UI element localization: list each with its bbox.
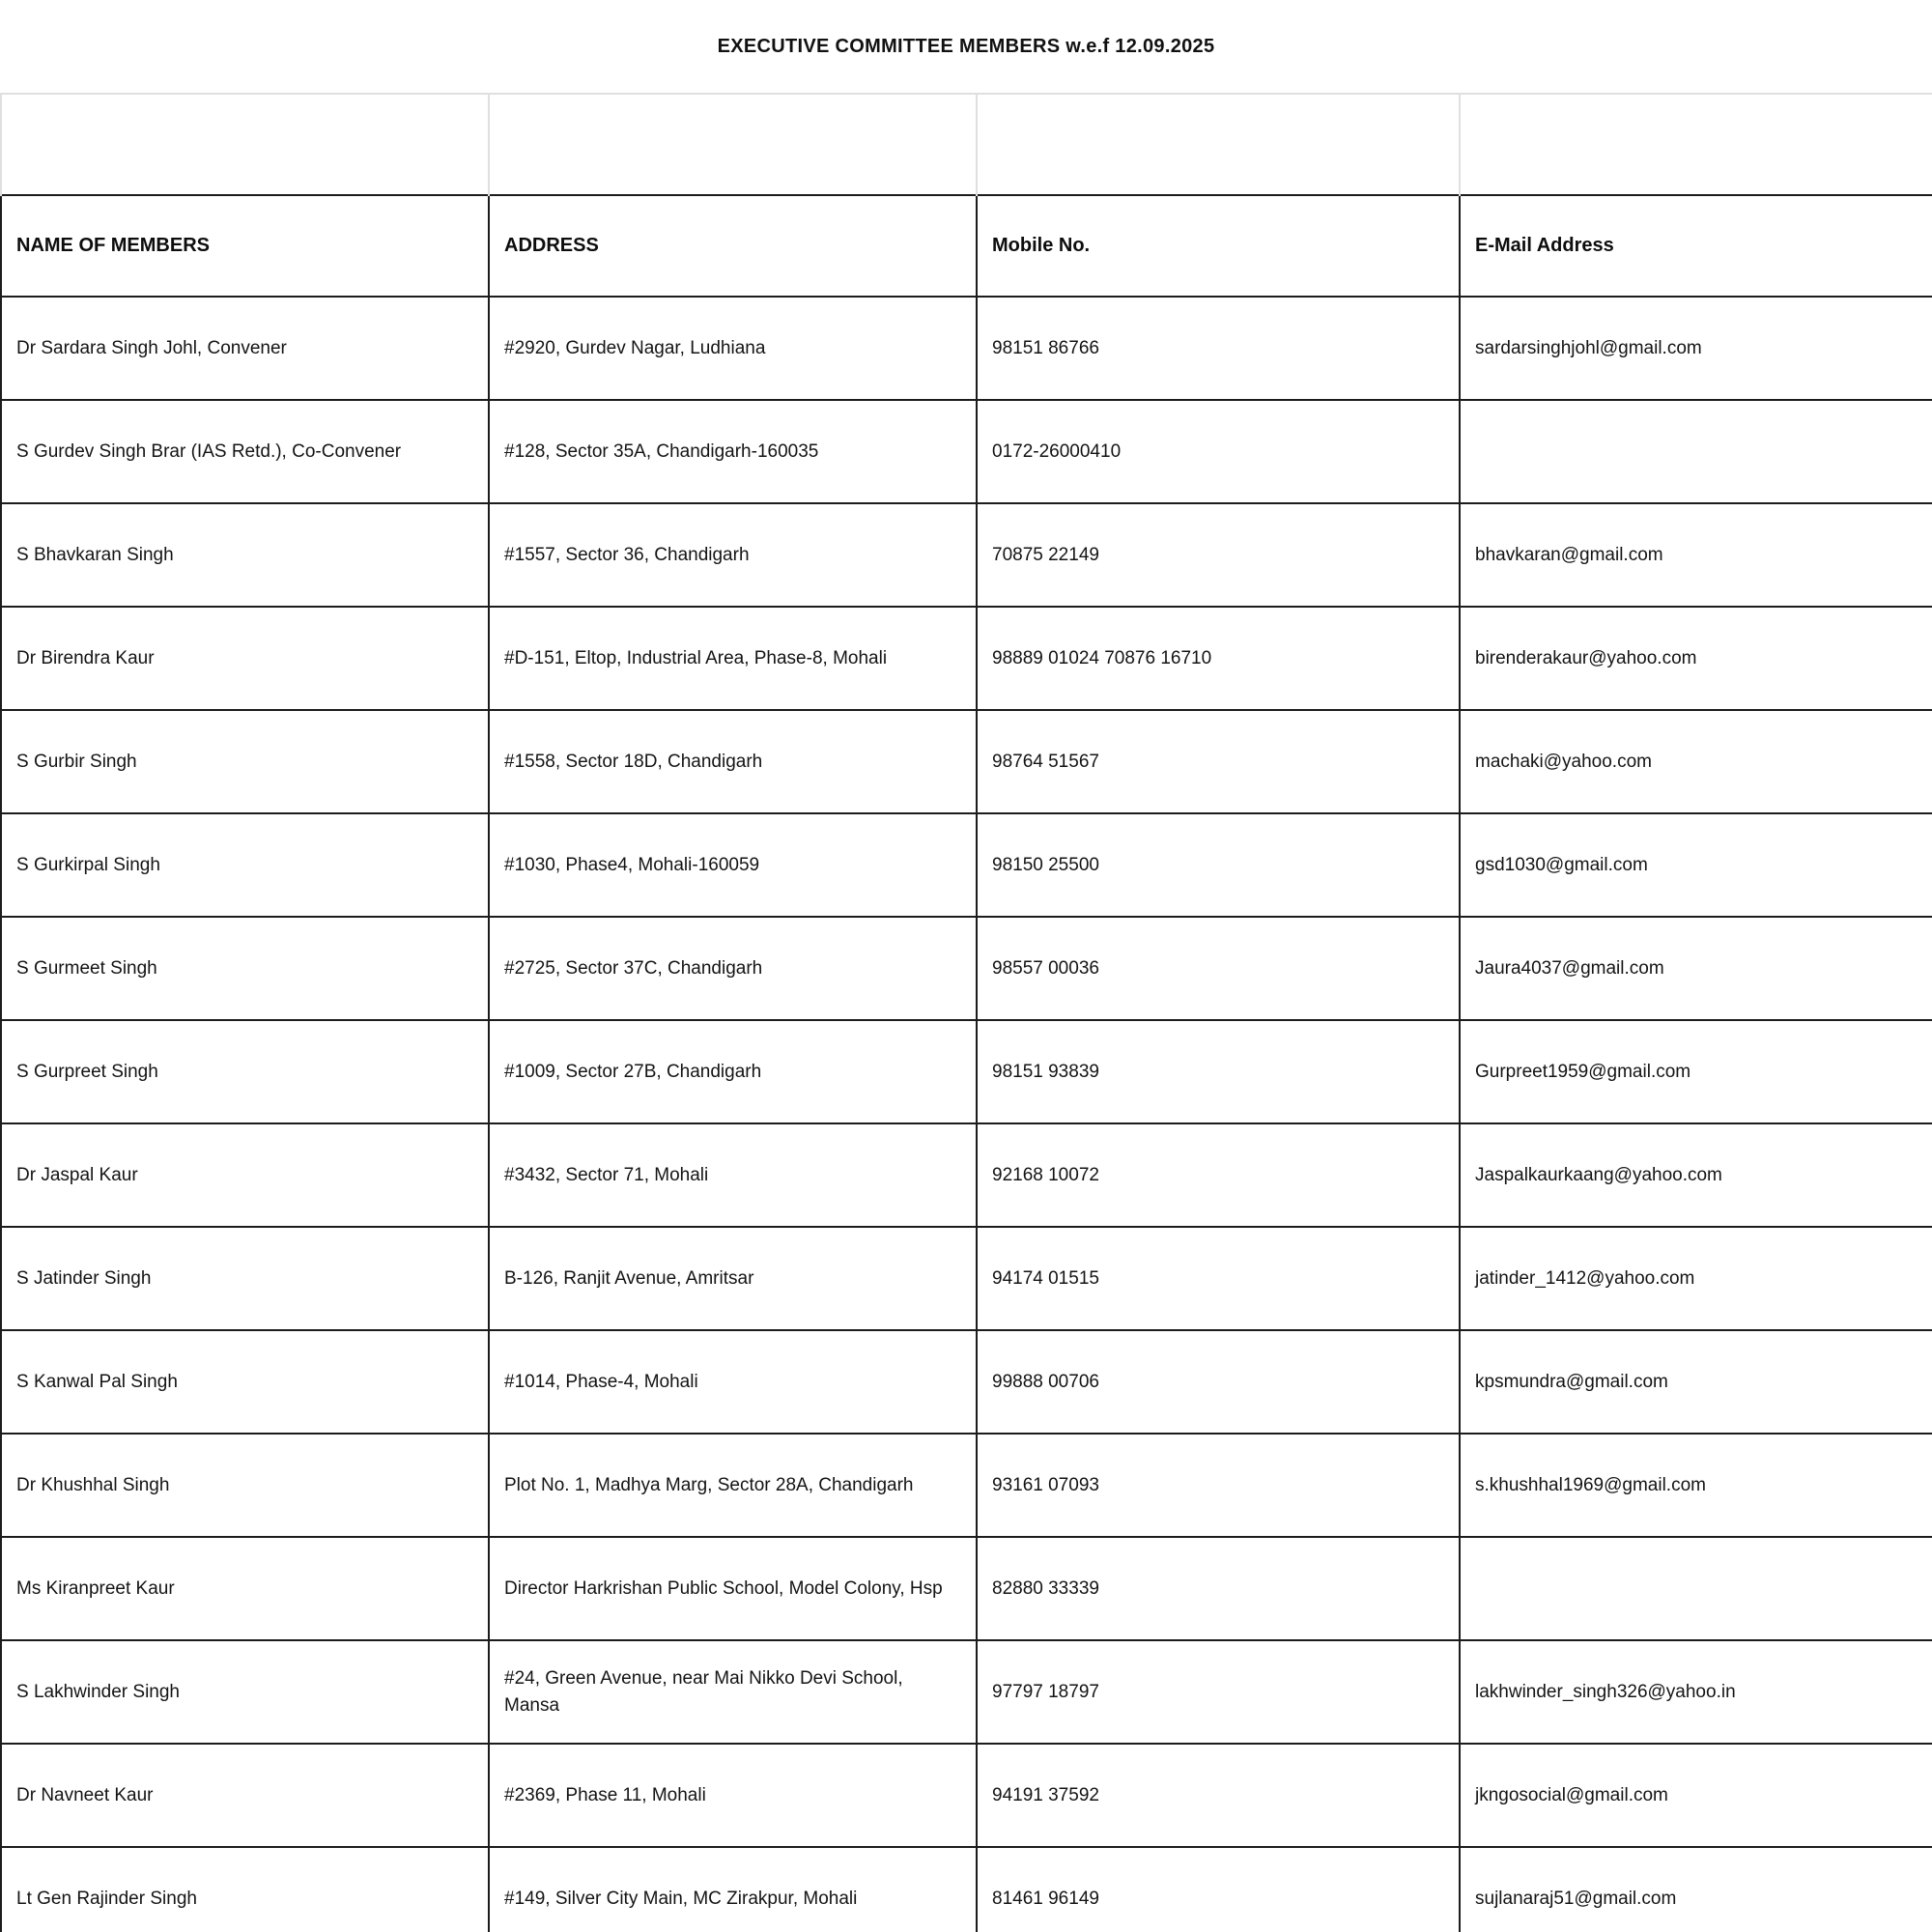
table-row: [1, 1123, 1932, 1227]
table-row: [1, 813, 1932, 917]
member-name-cell: S Gurdev Singh Brar (IAS Retd.), Co-Convener: [1, 400, 489, 503]
member-mobile-cell: 99888 00706: [977, 1330, 1460, 1434]
table-row: [1, 1434, 1932, 1537]
member-address-cell: B-126, Ranjit Avenue, Amritsar: [489, 1227, 977, 1330]
member-mobile-cell: 94191 37592: [977, 1744, 1460, 1847]
table-row: [1, 1640, 1932, 1744]
column-header-mobile: Mobile No.: [977, 195, 1460, 297]
table-row: [1, 1847, 1932, 1932]
member-mobile-cell: 98150 25500: [977, 813, 1460, 917]
member-address-cell: #2725, Sector 37C, Chandigarh: [489, 917, 977, 1020]
member-email-cell: s.khushhal1969@gmail.com: [1460, 1434, 1932, 1537]
member-address-cell: #128, Sector 35A, Chandigarh-160035: [489, 400, 977, 503]
table-header-row: [1, 195, 1932, 297]
member-mobile-cell: 93161 07093: [977, 1434, 1460, 1537]
table-row: [1, 400, 1932, 503]
member-mobile-cell: 98151 86766: [977, 297, 1460, 400]
member-email-cell: Gurpreet1959@gmail.com: [1460, 1020, 1932, 1123]
member-name-cell: S Lakhwinder Singh: [1, 1640, 489, 1744]
member-address-cell: Plot No. 1, Madhya Marg, Sector 28A, Chandigarh: [489, 1434, 977, 1537]
member-name-cell: S Bhavkaran Singh: [1, 503, 489, 607]
table-row: [1, 1744, 1932, 1847]
spacer-cell: [977, 94, 1460, 195]
member-address-cell: #1030, Phase4, Mohali-160059: [489, 813, 977, 917]
member-name-cell: Ms Kiranpreet Kaur: [1, 1537, 489, 1640]
member-name-cell: Dr Sardara Singh Johl, Convener: [1, 297, 489, 400]
spacer-cell: [489, 94, 977, 195]
member-name-cell: S Kanwal Pal Singh: [1, 1330, 489, 1434]
member-email-cell: sujlanaraj51@gmail.com: [1460, 1847, 1932, 1932]
member-mobile-cell: 0172-26000410: [977, 400, 1460, 503]
column-header-email: E-Mail Address: [1460, 195, 1932, 297]
member-name-cell: S Gurmeet Singh: [1, 917, 489, 1020]
member-email-cell: Jaspalkaurkaang@yahoo.com: [1460, 1123, 1932, 1227]
column-header-address: ADDRESS: [489, 195, 977, 297]
member-name-cell: Lt Gen Rajinder Singh: [1, 1847, 489, 1932]
member-mobile-cell: 81461 96149: [977, 1847, 1460, 1932]
member-name-cell: Dr Jaspal Kaur: [1, 1123, 489, 1227]
member-address-cell: #1557, Sector 36, Chandigarh: [489, 503, 977, 607]
member-email-cell: Jaura4037@gmail.com: [1460, 917, 1932, 1020]
member-address-cell: #24, Green Avenue, near Mai Nikko Devi School, Mansa: [489, 1640, 977, 1744]
page-title: EXECUTIVE COMMITTEE MEMBERS w.e.f 12.09.2025: [717, 35, 1215, 57]
member-mobile-cell: 98151 93839: [977, 1020, 1460, 1123]
member-mobile-cell: 98764 51567: [977, 710, 1460, 813]
member-mobile-cell: 70875 22149: [977, 503, 1460, 607]
spacer-row: [1, 94, 1932, 195]
member-email-cell: [1460, 400, 1932, 503]
member-address-cell: #2369, Phase 11, Mohali: [489, 1744, 977, 1847]
column-header-name: NAME OF MEMBERS: [1, 195, 489, 297]
member-address-cell: #2920, Gurdev Nagar, Ludhiana: [489, 297, 977, 400]
member-name-cell: Dr Birendra Kaur: [1, 607, 489, 710]
member-name-cell: Dr Navneet Kaur: [1, 1744, 489, 1847]
member-mobile-cell: 98889 01024 70876 16710: [977, 607, 1460, 710]
member-mobile-cell: 98557 00036: [977, 917, 1460, 1020]
member-name-cell: Dr Khushhal Singh: [1, 1434, 489, 1537]
members-table: [0, 93, 1932, 1932]
table-row: [1, 1227, 1932, 1330]
member-email-cell: birenderakaur@yahoo.com: [1460, 607, 1932, 710]
member-email-cell: [1460, 1537, 1932, 1640]
member-name-cell: S Gurbir Singh: [1, 710, 489, 813]
member-email-cell: lakhwinder_singh326@yahoo.in: [1460, 1640, 1932, 1744]
member-email-cell: kpsmundra@gmail.com: [1460, 1330, 1932, 1434]
member-address-cell: #D-151, Eltop, Industrial Area, Phase-8, Mohali: [489, 607, 977, 710]
spacer-cell: [1, 94, 489, 195]
table-row: [1, 917, 1932, 1020]
table-row: [1, 710, 1932, 813]
member-address-cell: #149, Silver City Main, MC Zirakpur, Mohali: [489, 1847, 977, 1932]
member-name-cell: S Gurkirpal Singh: [1, 813, 489, 917]
member-name-cell: S Jatinder Singh: [1, 1227, 489, 1330]
member-email-cell: jkngosocial@gmail.com: [1460, 1744, 1932, 1847]
spacer-cell: [1460, 94, 1932, 195]
member-mobile-cell: 82880 33339: [977, 1537, 1460, 1640]
table-row: [1, 503, 1932, 607]
member-mobile-cell: 94174 01515: [977, 1227, 1460, 1330]
table-row: [1, 1537, 1932, 1640]
member-mobile-cell: 97797 18797: [977, 1640, 1460, 1744]
member-email-cell: gsd1030@gmail.com: [1460, 813, 1932, 917]
member-address-cell: #1014, Phase-4, Mohali: [489, 1330, 977, 1434]
member-address-cell: #1009, Sector 27B, Chandigarh: [489, 1020, 977, 1123]
table-row: [1, 1330, 1932, 1434]
table-row: [1, 1020, 1932, 1123]
table-row: [1, 607, 1932, 710]
member-address-cell: #3432, Sector 71, Mohali: [489, 1123, 977, 1227]
member-email-cell: bhavkaran@gmail.com: [1460, 503, 1932, 607]
member-mobile-cell: 92168 10072: [977, 1123, 1460, 1227]
member-address-cell: Director Harkrishan Public School, Model Colony, Hsp: [489, 1537, 977, 1640]
member-name-cell: S Gurpreet Singh: [1, 1020, 489, 1123]
member-address-cell: #1558, Sector 18D, Chandigarh: [489, 710, 977, 813]
member-email-cell: jatinder_1412@yahoo.com: [1460, 1227, 1932, 1330]
table-row: [1, 297, 1932, 400]
member-email-cell: machaki@yahoo.com: [1460, 710, 1932, 813]
member-email-cell: sardarsinghjohl@gmail.com: [1460, 297, 1932, 400]
